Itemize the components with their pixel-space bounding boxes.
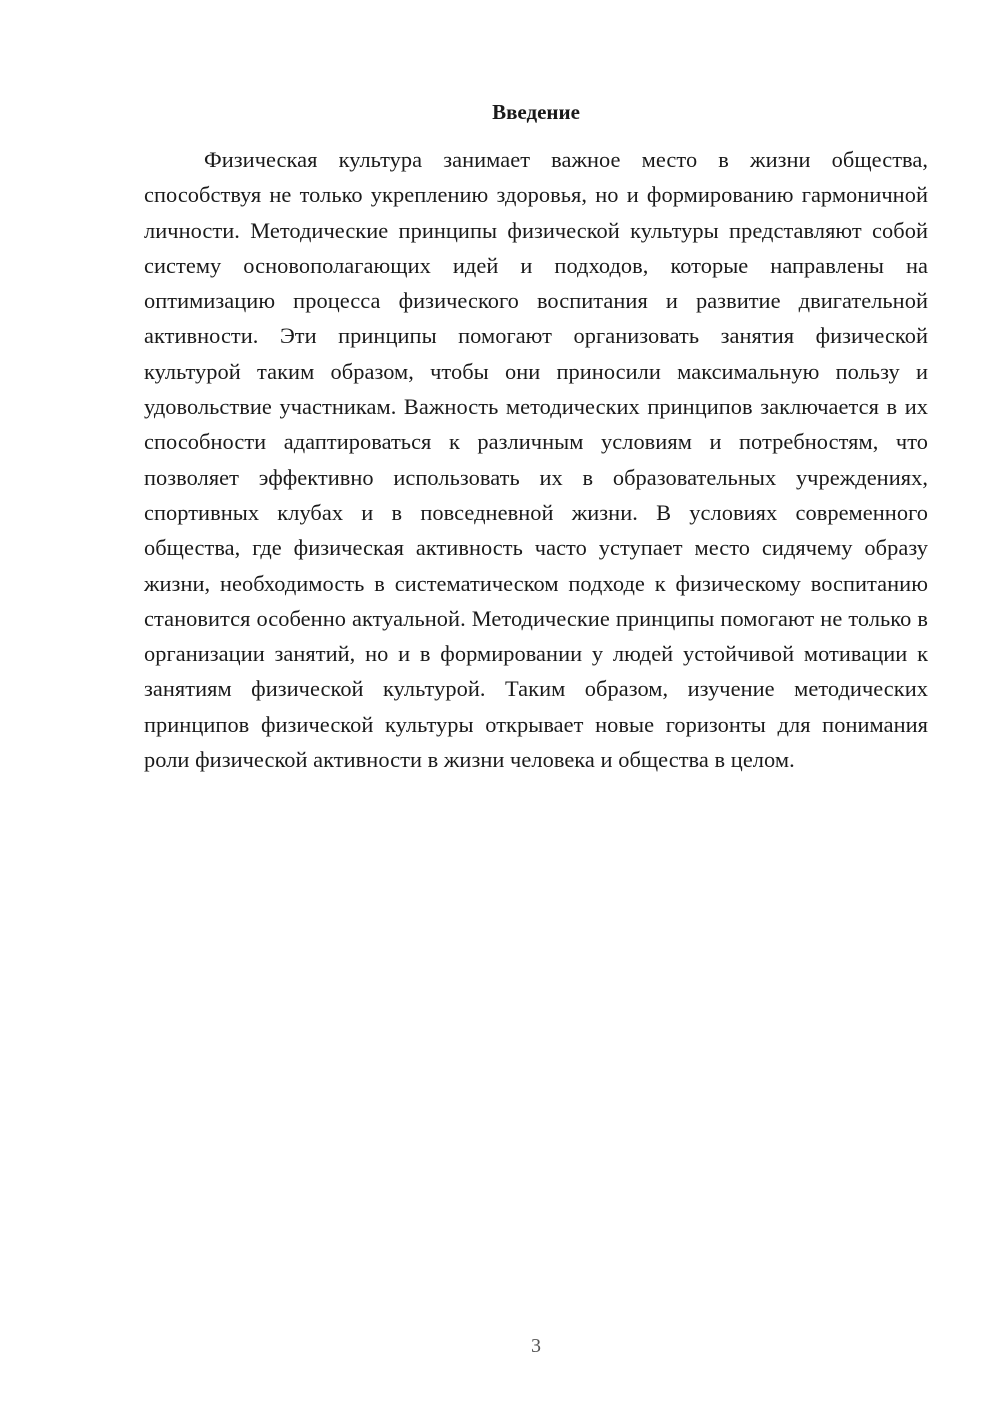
body-paragraph: Физическая культура занимает важное место в жизни общества, способствуя не только укреплению здоровья, но и формированию гармоничной личности. Методические принципы физической культуры представляют собой систему основополагающих идей и подходов, которые направлены на оптимизацию процесса физического воспитания и развитие двигательной активности. Эти принципы помогают организовать занятия физической культурой таким образом, чтобы они приносили максимальную пользу и удовольствие участникам. Важность методических принципов заключается в их способности адаптироваться к различным условиям и потребностям, что позволяет эффективно использовать их в образовательных учреждениях, спортивных клубах и в повседневной жизни. В условиях современного общества, где физическая активность часто уступает место сидячему образу жизни, необходимость в систематическом подходе к физическому воспитанию становится особенно актуальной. Методические принципы помогают не только в организации занятий, но и в формировании у людей устойчивой мотивации к занятиям физической культурой. Таким образом, изучение методических принципов физической культуры открывает новые горизонты для понимания роли физической активности в жизни человека и общества в целом.: [144, 147, 928, 773]
page-title: Введение: [492, 100, 580, 124]
page-number: 3: [531, 1335, 541, 1357]
